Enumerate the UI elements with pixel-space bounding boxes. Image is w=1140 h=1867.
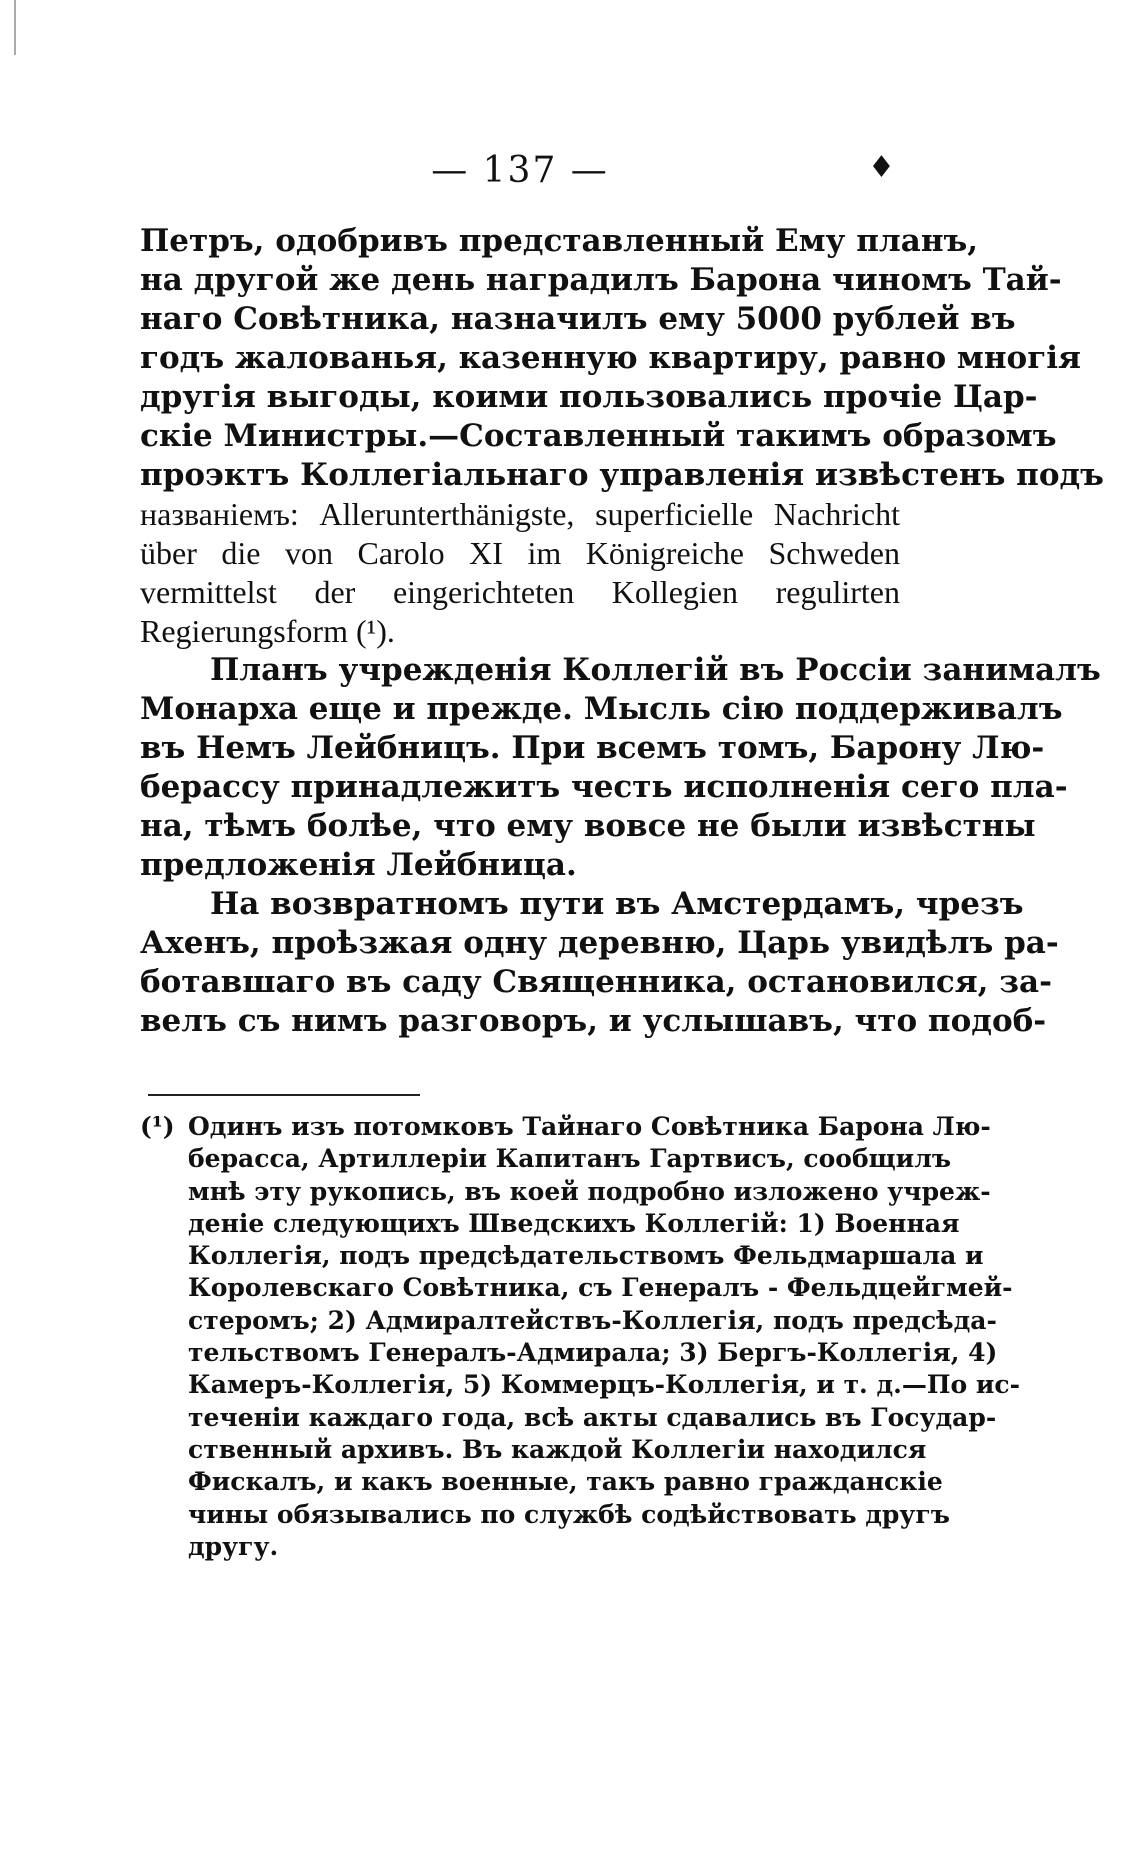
footnote-line: деніе следующихъ Шведскихъ Коллегій: 1) Военная bbox=[188, 1208, 960, 1238]
text-line: годъ жалованья, казенную квартиру, равно многія bbox=[140, 340, 1081, 376]
footnote-line: Камеръ-Коллегія, 5) Коммерцъ-Коллегія, и т. д.—По ис- bbox=[188, 1370, 1020, 1400]
footnote-line: ственный архивъ. Въ каждой Коллегіи находился bbox=[188, 1434, 927, 1464]
text-line: скіе Министры.—Составленный такимъ образомъ bbox=[140, 418, 1057, 454]
footnote-divider bbox=[148, 1094, 420, 1096]
footnote-line: Фискалъ, и какъ военные, такъ равно гражданскіе bbox=[188, 1467, 943, 1497]
text-line: проэктъ Коллегіальнаго управленія извѣстенъ подъ bbox=[140, 457, 1104, 493]
text-line: Монарха еще и прежде. Мысль сію поддерживалъ bbox=[140, 691, 1063, 727]
footnote-line: Коллегія, подъ предсѣдательствомъ Фельдмаршала и bbox=[188, 1241, 984, 1271]
text-line: Петръ, одобривъ представленный Ему планъ, bbox=[140, 223, 979, 259]
text-line: Regierungsform (¹). bbox=[140, 613, 395, 649]
text-line: предложенія Лейбница. bbox=[140, 847, 577, 883]
footnote-line: теченіи каждаго года, всѣ акты сдавались въ Государ- bbox=[188, 1402, 997, 1432]
footnote-line: стеромъ; 2) Адмиралтействъ-Коллегія, подъ предсѣда- bbox=[188, 1305, 997, 1335]
text-line: на, тѣмъ болѣе, что ему вовсе не были извѣстны bbox=[140, 808, 1036, 844]
text-line: велъ съ нимъ разговоръ, и услышавъ, что подоб- bbox=[140, 1003, 1047, 1039]
footnote-line: берасса, Артиллеріи Капитанъ Гартвисъ, сообщилъ bbox=[188, 1144, 952, 1174]
text-line: другія выгоды, коими пользовались прочіе Цар- bbox=[140, 379, 1038, 415]
text-line: берассу принадлежитъ честь исполненія сего пла- bbox=[140, 769, 1068, 805]
footnote-line: тельствомъ Генералъ-Адмирала; 3) Бергъ-Коллегія, 4) bbox=[188, 1338, 998, 1368]
text-line: на другой же день наградилъ Барона чиномъ Тай- bbox=[140, 262, 1062, 298]
text-line: über die von Carolo XI im Königreiche Schweden bbox=[140, 535, 900, 571]
text-line: названіемъ: Allerunterthänigste, superficielle Nachricht bbox=[140, 496, 900, 532]
footnote-line: чины обязывались по службѣ содѣйствовать другъ bbox=[188, 1499, 950, 1529]
footnote-line-text: Одинъ изъ потомковъ Тайнаго Совѣтника Барона Лю- bbox=[188, 1112, 991, 1141]
text-line: На возвратномъ пути въ Амстердамъ, чрезъ bbox=[210, 886, 1024, 922]
page-number: — 137 — bbox=[431, 150, 609, 191]
text-line: наго Совѣтника, назначилъ ему 5000 рублей въ bbox=[140, 301, 1016, 337]
text-line: Ахенъ, проѣзжая одну деревню, Царь увидѣлъ ра- bbox=[140, 925, 1059, 961]
footnote-line: Королевскаго Совѣтника, съ Генералъ - Фельдцейгмей- bbox=[188, 1273, 1013, 1303]
footnote-line: мнѣ эту рукопись, въ коей подробно изложено учреж- bbox=[188, 1176, 991, 1206]
text-line: ботавшаго въ саду Священника, остановился, за- bbox=[140, 964, 1052, 1000]
scan-edge-mark bbox=[14, 0, 16, 55]
main-text bbox=[140, 222, 1104, 1041]
footnote-marker: (¹) bbox=[140, 1112, 175, 1141]
footnote-line bbox=[140, 1111, 991, 1143]
footnote bbox=[140, 1111, 1020, 1563]
text-line: vermittelst der eingerichteten Kollegien regulirten bbox=[140, 574, 900, 610]
text-line: Планъ учрежденія Коллегій въ Россіи занималъ bbox=[210, 652, 1101, 688]
text-line: въ Немъ Лейбницъ. При всемъ томъ, Барону Лю- bbox=[140, 730, 1045, 766]
footnote-line: другу. bbox=[188, 1531, 279, 1561]
corner-mark-icon: ♦ bbox=[868, 150, 895, 185]
